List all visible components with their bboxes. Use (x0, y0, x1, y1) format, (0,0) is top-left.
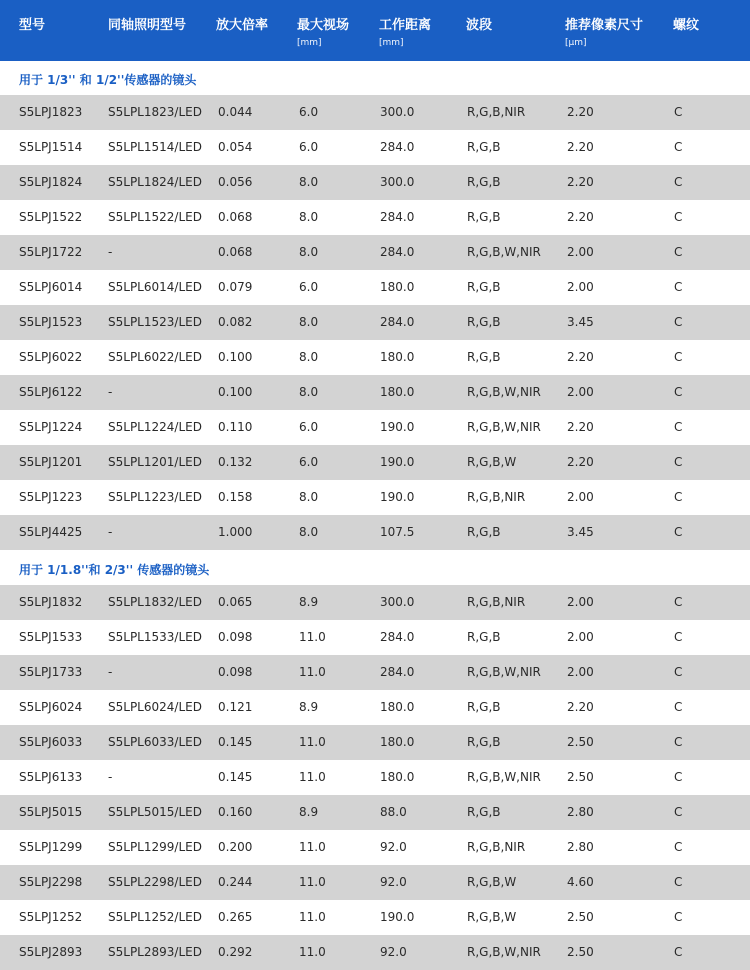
cell-magnification: 1.000 (218, 525, 253, 539)
section-header (0, 551, 750, 585)
cell-band: R,G,B,NIR (467, 840, 526, 854)
cell-magnification: 0.100 (218, 385, 253, 399)
table-row (0, 270, 750, 305)
header-working-distance-unit: [mm] (379, 38, 404, 48)
cell-model: S5LPJ1823 (19, 105, 83, 119)
cell-model: S5LPJ1201 (19, 455, 83, 469)
cell-thread: C (674, 875, 683, 889)
cell-working-distance: 88.0 (380, 805, 407, 819)
cell-band: R,G,B (467, 350, 501, 364)
header-max-fov (297, 18, 349, 49)
cell-band: R,G,B (467, 630, 501, 644)
cell-working-distance: 190.0 (380, 420, 415, 434)
cell-model: S5LPJ1252 (19, 910, 83, 924)
cell-thread: C (674, 945, 683, 959)
cell-coaxial-model: S5LPL2893/LED (108, 945, 202, 959)
cell-pixel-size: 2.80 (567, 805, 594, 819)
table-row (0, 200, 750, 235)
cell-thread: C (674, 350, 683, 364)
cell-coaxial-model: S5LPL6022/LED (108, 350, 202, 364)
cell-pixel-size: 3.45 (567, 525, 594, 539)
table-row (0, 935, 750, 970)
cell-max-fov: 8.0 (299, 175, 319, 189)
table-row (0, 620, 750, 655)
section-header (0, 61, 750, 95)
header-pixel-size-label: 推荐像素尺寸 (565, 18, 644, 33)
cell-thread: C (674, 315, 683, 329)
cell-pixel-size: 2.50 (567, 735, 594, 749)
cell-magnification: 0.044 (218, 105, 253, 119)
cell-thread: C (674, 595, 683, 609)
cell-coaxial-model: S5LPL1299/LED (108, 840, 202, 854)
cell-magnification: 0.082 (218, 315, 253, 329)
cell-pixel-size: 2.80 (567, 840, 594, 854)
table-row (0, 305, 750, 340)
cell-band: R,G,B,NIR (467, 105, 526, 119)
cell-working-distance: 92.0 (380, 875, 407, 889)
table-row (0, 165, 750, 200)
cell-magnification: 0.292 (218, 945, 253, 959)
cell-band: R,G,B (467, 280, 501, 294)
cell-pixel-size: 2.00 (567, 245, 594, 259)
cell-band: R,G,B,W,NIR (467, 385, 541, 399)
header-pixel-size (565, 18, 643, 49)
cell-max-fov: 11.0 (299, 735, 326, 749)
cell-max-fov: 11.0 (299, 875, 326, 889)
cell-coaxial-model: - (108, 525, 113, 539)
cell-model: S5LPJ1824 (19, 175, 83, 189)
cell-model: S5LPJ1733 (19, 665, 83, 679)
cell-band: R,G,B,W (467, 910, 517, 924)
cell-magnification: 0.145 (218, 770, 253, 784)
cell-working-distance: 284.0 (380, 630, 415, 644)
cell-pixel-size: 2.00 (567, 280, 594, 294)
table-row (0, 865, 750, 900)
cell-pixel-size: 2.20 (567, 105, 594, 119)
cell-pixel-size: 2.20 (567, 175, 594, 189)
cell-model: S5LPJ1514 (19, 140, 83, 154)
cell-coaxial-model: S5LPL6024/LED (108, 700, 202, 714)
cell-magnification: 0.098 (218, 630, 253, 644)
cell-working-distance: 180.0 (380, 770, 415, 784)
cell-model: S5LPJ2298 (19, 875, 83, 889)
cell-thread: C (674, 490, 683, 504)
table-row (0, 585, 750, 620)
cell-magnification: 0.158 (218, 490, 253, 504)
header-model: 型号 (19, 18, 46, 33)
cell-model: S5LPJ5015 (19, 805, 83, 819)
cell-band: R,G,B,NIR (467, 595, 526, 609)
cell-band: R,G,B,W (467, 875, 517, 889)
cell-band: R,G,B (467, 175, 501, 189)
cell-thread: C (674, 385, 683, 399)
table-row (0, 445, 750, 480)
header-thread: 螺纹 (673, 18, 700, 33)
cell-working-distance: 284.0 (380, 665, 415, 679)
cell-thread: C (674, 630, 683, 644)
cell-thread: C (674, 665, 683, 679)
cell-working-distance: 300.0 (380, 595, 415, 609)
cell-pixel-size: 2.00 (567, 630, 594, 644)
table-row (0, 95, 750, 130)
cell-max-fov: 11.0 (299, 770, 326, 784)
cell-coaxial-model: S5LPL1533/LED (108, 630, 202, 644)
cell-pixel-size: 2.20 (567, 210, 594, 224)
cell-thread: C (674, 455, 683, 469)
section-title: 用于 1/1.8''和 2/3'' 传感器的镜头 (19, 563, 210, 577)
table-row (0, 340, 750, 375)
table-row (0, 900, 750, 935)
table-row (0, 690, 750, 725)
cell-magnification: 0.132 (218, 455, 253, 469)
cell-working-distance: 107.5 (380, 525, 415, 539)
cell-working-distance: 300.0 (380, 105, 415, 119)
table-row (0, 410, 750, 445)
cell-band: R,G,B (467, 210, 501, 224)
cell-pixel-size: 2.00 (567, 490, 594, 504)
header-magnification: 放大倍率 (216, 18, 269, 33)
cell-magnification: 0.068 (218, 210, 253, 224)
cell-max-fov: 11.0 (299, 630, 326, 644)
cell-band: R,G,B,W,NIR (467, 420, 541, 434)
section-title: 用于 1/3'' 和 1/2''传感器的镜头 (19, 73, 197, 87)
table-row (0, 830, 750, 865)
cell-max-fov: 11.0 (299, 840, 326, 854)
cell-working-distance: 180.0 (380, 735, 415, 749)
cell-coaxial-model: S5LPL5015/LED (108, 805, 202, 819)
cell-max-fov: 11.0 (299, 945, 326, 959)
cell-band: R,G,B (467, 700, 501, 714)
table-row (0, 655, 750, 690)
cell-magnification: 0.068 (218, 245, 253, 259)
cell-coaxial-model: S5LPL1514/LED (108, 140, 202, 154)
cell-model: S5LPJ1533 (19, 630, 83, 644)
cell-pixel-size: 2.00 (567, 595, 594, 609)
cell-coaxial-model: - (108, 245, 113, 259)
cell-coaxial-model: - (108, 770, 113, 784)
cell-thread: C (674, 245, 683, 259)
table-row (0, 795, 750, 830)
cell-coaxial-model: S5LPL1523/LED (108, 315, 202, 329)
cell-working-distance: 190.0 (380, 910, 415, 924)
cell-max-fov: 8.0 (299, 525, 319, 539)
cell-magnification: 0.054 (218, 140, 253, 154)
cell-working-distance: 284.0 (380, 210, 415, 224)
cell-magnification: 0.265 (218, 910, 253, 924)
cell-model: S5LPJ6033 (19, 735, 83, 749)
cell-thread: C (674, 280, 683, 294)
table-row (0, 515, 750, 550)
cell-pixel-size: 2.20 (567, 455, 594, 469)
cell-band: R,G,B,W,NIR (467, 945, 541, 959)
cell-magnification: 0.200 (218, 840, 253, 854)
cell-working-distance: 300.0 (380, 175, 415, 189)
cell-band: R,G,B (467, 525, 501, 539)
cell-working-distance: 284.0 (380, 245, 415, 259)
cell-model: S5LPJ1224 (19, 420, 83, 434)
cell-max-fov: 8.9 (299, 595, 319, 609)
cell-magnification: 0.160 (218, 805, 253, 819)
table-row (0, 235, 750, 270)
cell-coaxial-model: S5LPL1223/LED (108, 490, 202, 504)
cell-thread: C (674, 910, 683, 924)
cell-band: R,G,B (467, 805, 501, 819)
cell-pixel-size: 2.00 (567, 665, 594, 679)
cell-coaxial-model: S5LPL1201/LED (108, 455, 202, 469)
header-coaxial-model: 同轴照明型号 (108, 18, 187, 33)
cell-working-distance: 284.0 (380, 140, 415, 154)
table-row (0, 480, 750, 515)
cell-coaxial-model: - (108, 385, 113, 399)
cell-model: S5LPJ1523 (19, 315, 83, 329)
cell-model: S5LPJ1832 (19, 595, 83, 609)
cell-max-fov: 6.0 (299, 280, 319, 294)
cell-magnification: 0.065 (218, 595, 253, 609)
cell-band: R,G,B,NIR (467, 490, 526, 504)
cell-magnification: 0.079 (218, 280, 253, 294)
cell-coaxial-model: S5LPL6033/LED (108, 735, 202, 749)
cell-pixel-size: 4.60 (567, 875, 594, 889)
cell-model: S5LPJ2893 (19, 945, 83, 959)
cell-band: R,G,B (467, 735, 501, 749)
header-working-distance (379, 18, 431, 49)
cell-working-distance: 180.0 (380, 385, 415, 399)
cell-working-distance: 180.0 (380, 700, 415, 714)
cell-working-distance: 92.0 (380, 945, 407, 959)
cell-working-distance: 180.0 (380, 280, 415, 294)
cell-pixel-size: 2.20 (567, 420, 594, 434)
cell-max-fov: 11.0 (299, 665, 326, 679)
cell-band: R,G,B,W (467, 455, 517, 469)
cell-max-fov: 6.0 (299, 140, 319, 154)
cell-model: S5LPJ6024 (19, 700, 83, 714)
cell-coaxial-model: S5LPL1823/LED (108, 105, 202, 119)
cell-pixel-size: 2.20 (567, 140, 594, 154)
header-working-distance-label: 工作距离 (379, 18, 432, 33)
cell-thread: C (674, 805, 683, 819)
cell-max-fov: 8.0 (299, 210, 319, 224)
cell-magnification: 0.244 (218, 875, 253, 889)
cell-model: S5LPJ6133 (19, 770, 83, 784)
cell-band: R,G,B,W,NIR (467, 665, 541, 679)
cell-max-fov: 8.0 (299, 350, 319, 364)
cell-pixel-size: 2.00 (567, 385, 594, 399)
cell-working-distance: 190.0 (380, 490, 415, 504)
cell-max-fov: 8.0 (299, 490, 319, 504)
cell-thread: C (674, 735, 683, 749)
cell-model: S5LPJ6014 (19, 280, 83, 294)
cell-coaxial-model: S5LPL1824/LED (108, 175, 202, 189)
cell-pixel-size: 2.20 (567, 350, 594, 364)
cell-coaxial-model: S5LPL6014/LED (108, 280, 202, 294)
cell-thread: C (674, 840, 683, 854)
cell-band: R,G,B,W,NIR (467, 770, 541, 784)
cell-magnification: 0.098 (218, 665, 253, 679)
header-max-fov-unit: [mm] (297, 38, 322, 48)
cell-model: S5LPJ6122 (19, 385, 83, 399)
cell-model: S5LPJ4425 (19, 525, 83, 539)
cell-max-fov: 8.0 (299, 385, 319, 399)
cell-magnification: 0.121 (218, 700, 253, 714)
cell-max-fov: 8.9 (299, 700, 319, 714)
cell-band: R,G,B,W,NIR (467, 245, 541, 259)
cell-max-fov: 6.0 (299, 420, 319, 434)
cell-thread: C (674, 770, 683, 784)
cell-coaxial-model: S5LPL2298/LED (108, 875, 202, 889)
cell-model: S5LPJ1299 (19, 840, 83, 854)
table-header (0, 0, 750, 61)
header-pixel-size-unit: [µm] (565, 38, 587, 48)
cell-thread: C (674, 525, 683, 539)
cell-working-distance: 190.0 (380, 455, 415, 469)
cell-model: S5LPJ1522 (19, 210, 83, 224)
cell-coaxial-model: S5LPL1832/LED (108, 595, 202, 609)
cell-pixel-size: 2.20 (567, 700, 594, 714)
cell-coaxial-model: - (108, 665, 113, 679)
cell-model: S5LPJ1223 (19, 490, 83, 504)
cell-thread: C (674, 175, 683, 189)
cell-band: R,G,B (467, 315, 501, 329)
cell-working-distance: 180.0 (380, 350, 415, 364)
cell-coaxial-model: S5LPL1224/LED (108, 420, 202, 434)
cell-model: S5LPJ6022 (19, 350, 83, 364)
cell-model: S5LPJ1722 (19, 245, 83, 259)
cell-thread: C (674, 140, 683, 154)
cell-magnification: 0.056 (218, 175, 253, 189)
cell-max-fov: 6.0 (299, 455, 319, 469)
cell-coaxial-model: S5LPL1252/LED (108, 910, 202, 924)
cell-thread: C (674, 210, 683, 224)
cell-max-fov: 8.0 (299, 245, 319, 259)
cell-coaxial-model: S5LPL1522/LED (108, 210, 202, 224)
cell-thread: C (674, 700, 683, 714)
cell-max-fov: 6.0 (299, 105, 319, 119)
cell-max-fov: 11.0 (299, 910, 326, 924)
table-row (0, 725, 750, 760)
cell-max-fov: 8.0 (299, 315, 319, 329)
cell-thread: C (674, 105, 683, 119)
table-row (0, 375, 750, 410)
table-row (0, 760, 750, 795)
cell-magnification: 0.110 (218, 420, 253, 434)
cell-thread: C (674, 420, 683, 434)
cell-pixel-size: 3.45 (567, 315, 594, 329)
cell-pixel-size: 2.50 (567, 945, 594, 959)
cell-pixel-size: 2.50 (567, 910, 594, 924)
header-band: 波段 (466, 18, 493, 33)
cell-working-distance: 284.0 (380, 315, 415, 329)
cell-magnification: 0.100 (218, 350, 253, 364)
table-row (0, 130, 750, 165)
cell-working-distance: 92.0 (380, 840, 407, 854)
cell-magnification: 0.145 (218, 735, 253, 749)
header-max-fov-label: 最大视场 (297, 18, 350, 33)
cell-max-fov: 8.9 (299, 805, 319, 819)
cell-pixel-size: 2.50 (567, 770, 594, 784)
cell-band: R,G,B (467, 140, 501, 154)
